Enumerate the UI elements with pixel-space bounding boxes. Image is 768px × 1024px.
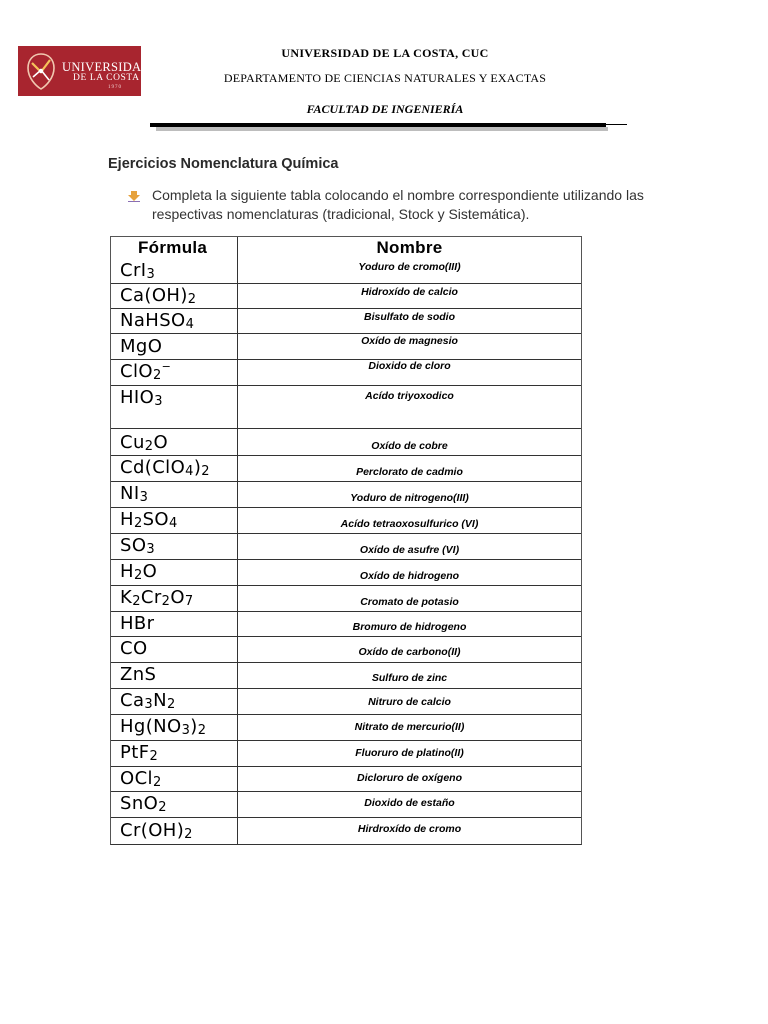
instruction-text: Completa la siguiente tabla colocando el nombre correspondiente utilizando las respectivas nomenclaturas (tradicional, Stock y Sistemática).: [152, 187, 644, 222]
formula-cell: $NI_3$: [120, 483, 149, 505]
formula-cell: $H_2O$: [120, 561, 158, 583]
header-rule-shadow: [156, 127, 608, 131]
formula-cell: $Ca(OH)_2$: [120, 285, 197, 307]
formula-cell: $Cu_2O$: [120, 432, 169, 454]
compound-name-cell: Dioxido de cloro: [368, 360, 451, 372]
compound-name-cell: Yoduro de cromo(III): [358, 261, 461, 273]
column-header-name: Nombre: [376, 238, 443, 257]
compound-name-cell: Bisulfato de sodio: [363, 311, 455, 323]
compound-name-cell: Yoduro de nitrogeno(III): [350, 492, 469, 504]
formula-cell: CO: [120, 638, 148, 659]
table-row: [111, 559, 581, 585]
table-row: [111, 817, 581, 844]
formula-cell: $Ca_3N_2$: [120, 690, 176, 712]
formula-cell: $H_2SO_4$: [120, 509, 178, 531]
university-name: UNIVERSIDAD DE LA COSTA, CUC: [281, 46, 489, 60]
formula-cell: $SO_3$: [120, 535, 156, 557]
compound-name-cell: Bromuro de hidrogeno: [352, 621, 467, 633]
compound-name-cell: Nitruro de calcio: [368, 696, 451, 708]
column-header-formula: Fórmula: [138, 238, 208, 257]
compound-name-cell: Acído triyoxodico: [365, 390, 454, 402]
compound-name-cell: Oxído de hidrogeno: [359, 570, 460, 582]
table-row: [111, 533, 581, 559]
table-row: [111, 359, 581, 385]
formula-cell: HBr: [120, 613, 155, 634]
university-logo: [18, 46, 151, 96]
compound-name-cell: Nitrato de mercurio(II): [354, 721, 465, 733]
table-row: [111, 791, 581, 817]
department-name: DEPARTAMENTO DE CIENCIAS NATURALES Y EXACTAS: [223, 71, 547, 85]
table-row: [111, 714, 581, 740]
table-row: [111, 283, 581, 308]
formula-cell: MgO: [120, 336, 163, 357]
table-row: [111, 611, 581, 636]
header-rule: [150, 123, 606, 127]
logo-line-1: UNIVERSIDAD: [62, 60, 151, 74]
table-row: [111, 740, 581, 766]
table-row: [111, 428, 581, 455]
table-row: [111, 333, 581, 359]
faculty-name: FACULTAD DE INGENIERÍA: [306, 102, 464, 116]
formula-cell: ZnS: [120, 664, 157, 685]
formula-cell: SnO$_2$: [120, 793, 167, 815]
compound-name-cell: Oxído de asufre (VI): [359, 544, 460, 556]
formula-cell: $K_2Cr_2O_7$: [120, 587, 194, 609]
formula-cell: $Cr(OH)_2$: [120, 820, 193, 842]
compound-name-cell: Cromato de potasio: [360, 596, 459, 608]
formula-cell: $HIO_3$: [120, 387, 163, 409]
table-row: [111, 507, 581, 533]
header-rule-tail: [606, 124, 627, 125]
compound-name-cell: Oxído de cobre: [371, 440, 448, 452]
logo-year: 1970: [108, 85, 122, 90]
formula-cell: CrI$_3$: [120, 260, 156, 282]
table-row: [111, 259, 581, 283]
compound-name-cell: Hirdroxído de cromo: [357, 823, 462, 835]
table-row: [111, 688, 581, 714]
compound-name-cell: Sulfuro de zinc: [371, 672, 448, 684]
compound-name-cell: Acído tetraoxosulfurico (VI): [340, 518, 479, 530]
table-row: [111, 585, 581, 611]
logo-line-2: DE LA COSTA: [73, 73, 140, 83]
nomenclature-table: [110, 236, 582, 845]
formula-cell: OCl$_2$: [120, 768, 162, 790]
exercise-title: Ejercicios Nomenclatura Química: [108, 156, 339, 172]
compound-name-cell: Fluoruro de platino(II): [355, 747, 464, 759]
compound-name-cell: Dioxido de estaño: [364, 797, 455, 809]
table-row: [111, 766, 581, 791]
table-row: [111, 481, 581, 507]
formula-cell: $Cd(ClO_4)_2$: [120, 457, 210, 479]
compound-name-cell: Hidroxído de calcio: [361, 286, 458, 298]
formula-cell: ClO$_2$−: [120, 360, 172, 383]
table-row: [111, 662, 581, 688]
formula-cell: $Hg(NO_3)_2$: [120, 716, 207, 738]
formula-cell: NaHSO$_4$: [120, 310, 195, 332]
logo-emblem-icon: [24, 50, 58, 92]
table-header-row: [111, 237, 581, 259]
compound-name-cell: Perclorato de cadmio: [356, 466, 463, 478]
compound-name-cell: Dicloruro de oxígeno: [356, 772, 462, 784]
compound-name-cell: Oxído de magnesio: [361, 335, 458, 347]
compound-name-cell: Oxído de carbono(II): [358, 646, 461, 658]
table-row: [111, 308, 581, 333]
table-row: [111, 385, 581, 428]
formula-cell: PtF$_2$: [120, 742, 159, 764]
table-row: [111, 455, 581, 481]
arrow-bullet-icon: [128, 191, 140, 202]
table-row: [111, 636, 581, 662]
